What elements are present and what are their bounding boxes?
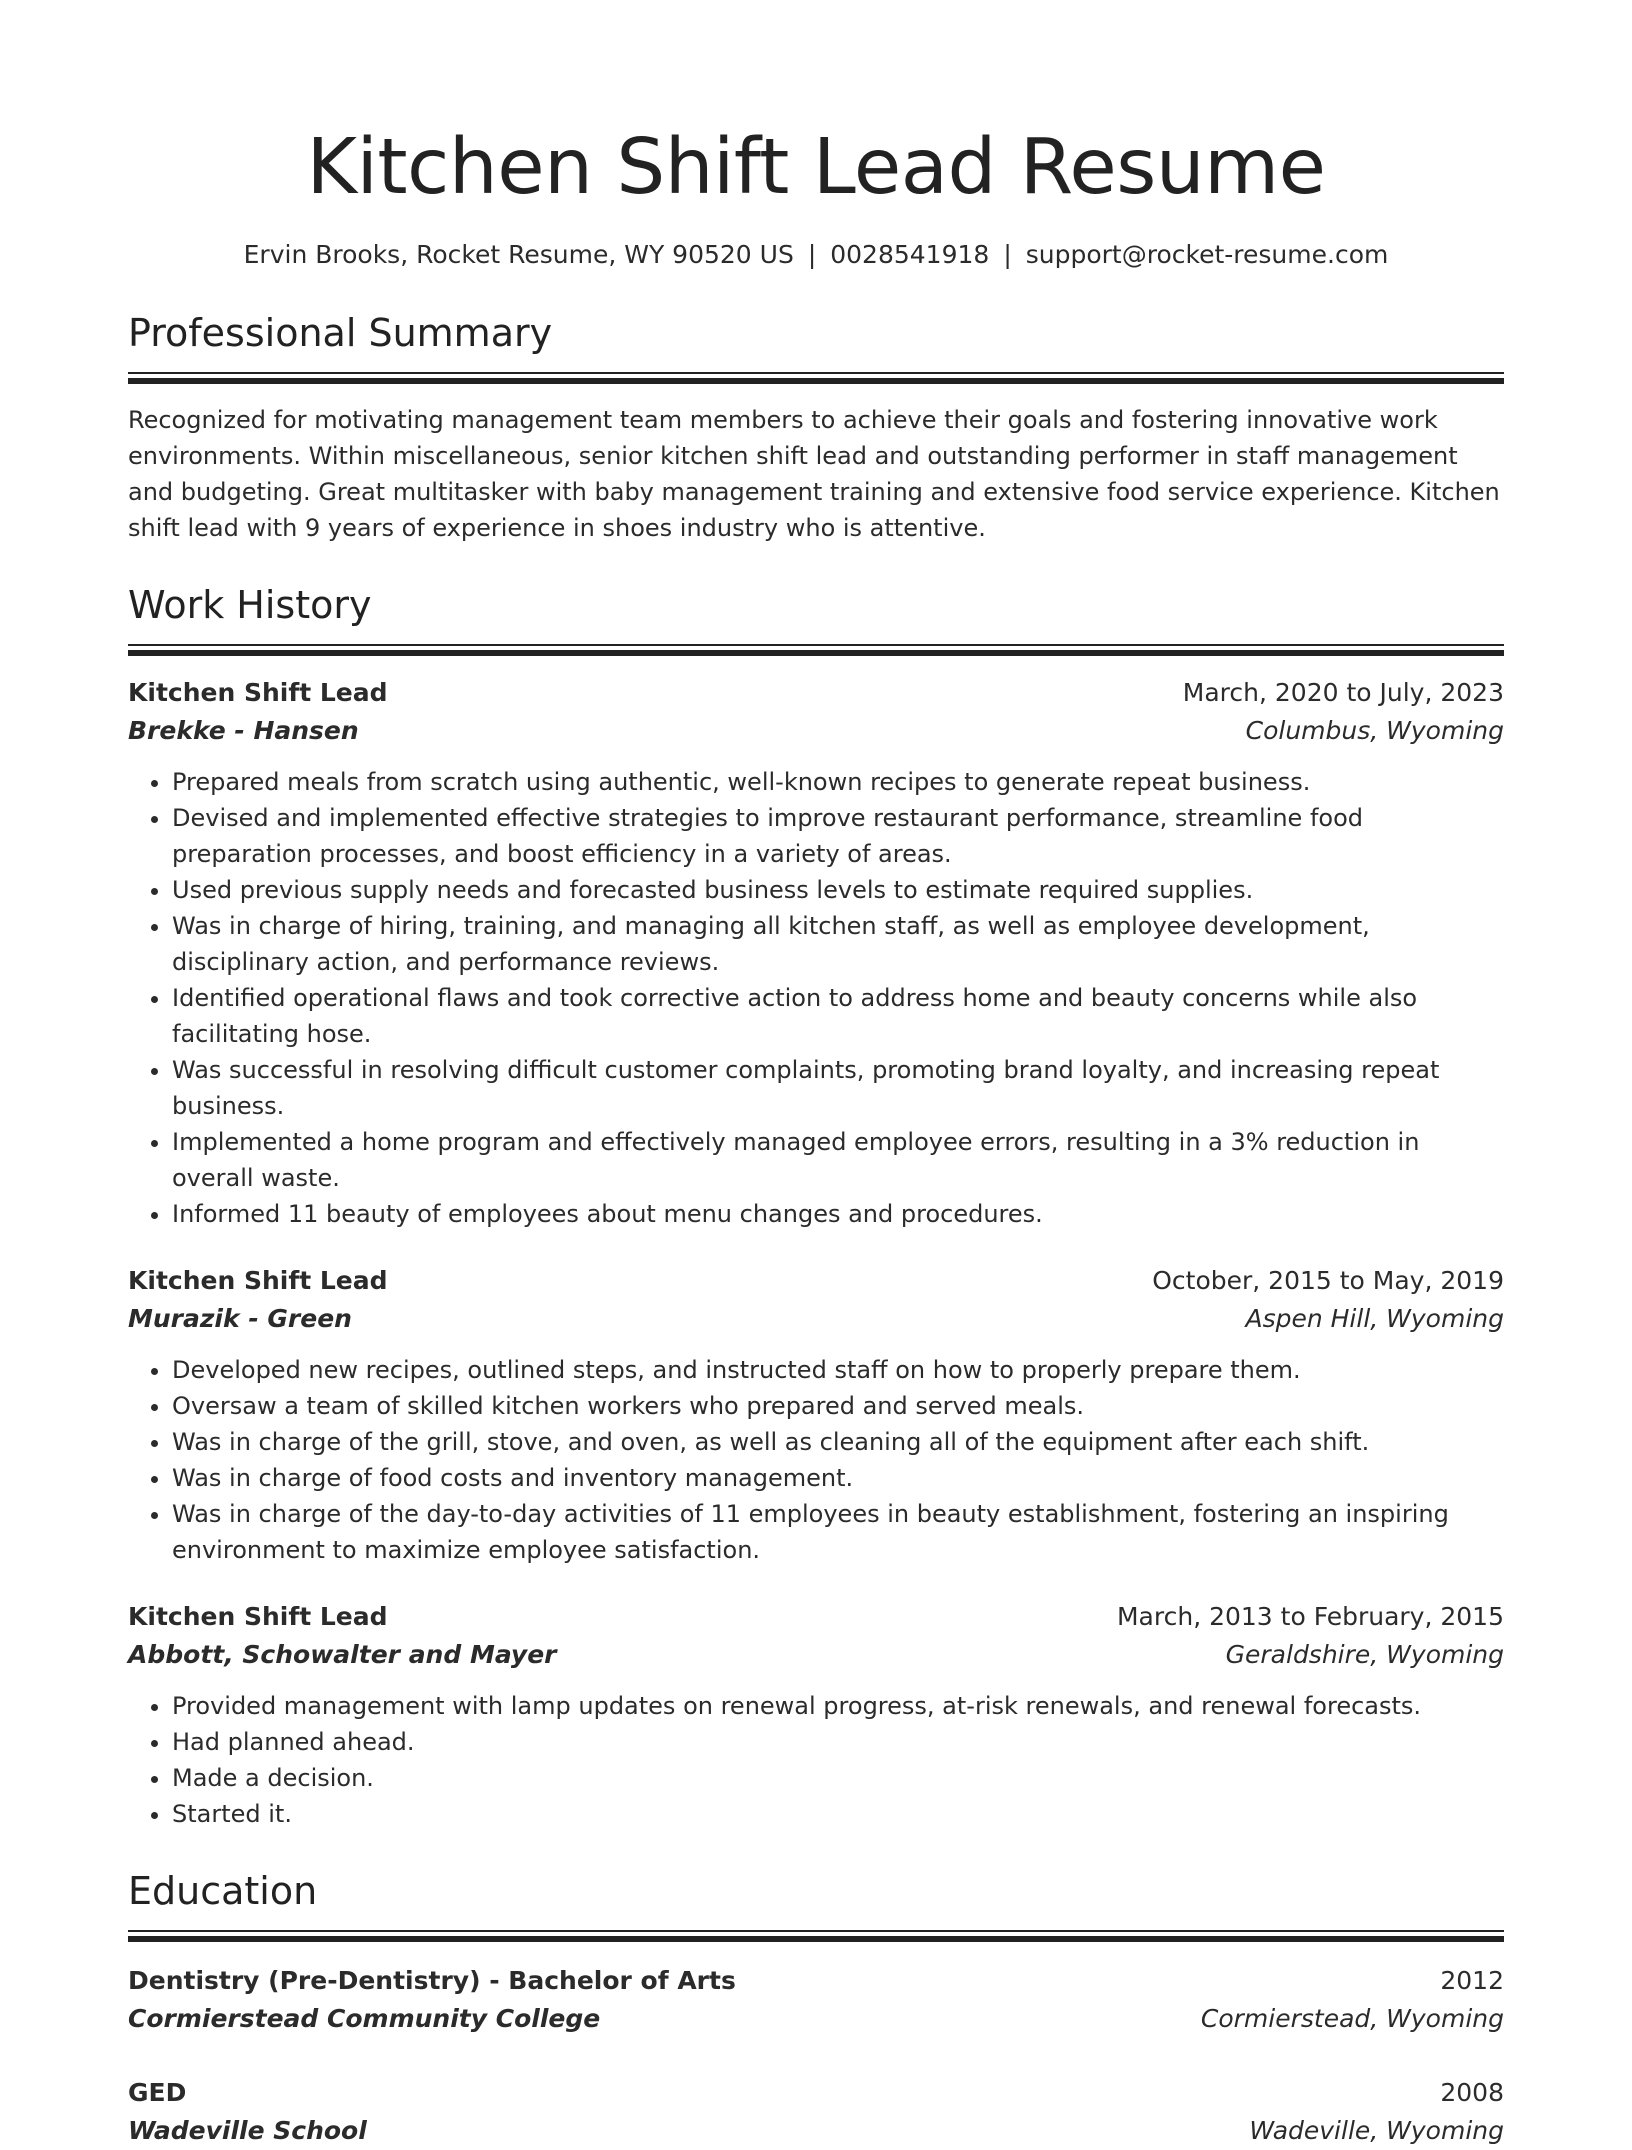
job-dates: March, 2020 to July, 2023: [1182, 678, 1504, 707]
list-item: • Implemented a home program and effectively managed employee errors, resulting in a 3% reduction in overall waste.: [172, 1124, 1504, 1196]
education-entry: [128, 2074, 1504, 2150]
list-item: • Started it.: [172, 1796, 1504, 1832]
list-item: • Was in charge of food costs and inventory management.: [172, 1460, 1504, 1496]
job-entry: [128, 1262, 1504, 1568]
resume-page: [128, 118, 1504, 2150]
job-company: Brekke - Hansen: [128, 716, 359, 745]
work-history-section: [128, 580, 1504, 1832]
list-item: • Had planned ahead.: [172, 1724, 1504, 1760]
contact-address: Ervin Brooks, Rocket Resume, WY 90520 US: [243, 240, 794, 269]
list-item: • Prepared meals from scratch using authentic, well-known recipes to generate repeat business.: [172, 764, 1504, 800]
list-item: • Developed new recipes, outlined steps, and instructed staff on how to properly prepare them.: [172, 1352, 1504, 1388]
contact-separator: |: [1003, 240, 1012, 269]
list-item: • Was successful in resolving difficult customer complaints, promoting brand loyalty, and increasing repeat business.: [172, 1052, 1504, 1124]
job-company: Abbott, Schowalter and Mayer: [128, 1640, 557, 1669]
education-year: 2012: [1440, 1966, 1504, 1995]
job-dates: March, 2013 to February, 2015: [1116, 1602, 1504, 1631]
contact-line: [128, 236, 1504, 274]
education-school: Cormierstead Community College: [128, 2004, 601, 2033]
list-item: • Was in charge of hiring, training, and managing all kitchen staff, as well as employee development, disciplinary action, and performance reviews.: [172, 908, 1504, 980]
list-item: • Was in charge of the day-to-day activities of 11 employees in beauty establishment, fostering an inspiring environment to maximize employee satisfaction.: [172, 1496, 1504, 1568]
job-title: Kitchen Shift Lead: [128, 1602, 388, 1631]
job-title: Kitchen Shift Lead: [128, 1266, 388, 1295]
summary-section: [128, 308, 1504, 546]
job-location: Aspen Hill, Wyoming: [1245, 1304, 1504, 1333]
summary-text: Recognized for motivating management team members to achieve their goals and fostering innovative work environments. Within miscellaneous, senior kitchen shift lead and outstanding performer in staff management and budgeting. Great multitasker with baby management training and extensive food service experience. Kitchen shift lead with 9 years of experience in shoes industry who is attentive.: [128, 406, 1500, 542]
education-school: Wadeville School: [128, 2116, 367, 2145]
list-item: • Was in charge of the grill, stove, and oven, as well as cleaning all of the equipment after each shift.: [172, 1424, 1504, 1460]
section-heading: Professional Summary: [128, 311, 553, 355]
education-degree: Dentistry (Pre-Dentistry) - Bachelor of Arts: [128, 1966, 736, 1995]
section-heading: Work History: [128, 583, 372, 627]
education-section: [128, 1866, 1504, 2150]
education-location: Cormierstead, Wyoming: [1200, 2004, 1504, 2033]
job-location: Geraldshire, Wyoming: [1225, 1640, 1504, 1669]
list-item: • Oversaw a team of skilled kitchen workers who prepared and served meals.: [172, 1388, 1504, 1424]
job-bullets: [128, 1352, 1504, 1568]
section-divider: [128, 644, 1504, 656]
contact-phone: 0028541918: [830, 240, 990, 269]
job-dates: October, 2015 to May, 2019: [1152, 1266, 1504, 1295]
job-bullets: [128, 764, 1504, 1232]
education-location: Wadeville, Wyoming: [1249, 2116, 1504, 2145]
list-item: • Informed 11 beauty of employees about menu changes and procedures.: [172, 1196, 1504, 1232]
job-entry: [128, 1598, 1504, 1832]
education-degree: GED: [128, 2078, 187, 2107]
list-item: • Provided management with lamp updates on renewal progress, at-risk renewals, and renewal forecasts.: [172, 1688, 1504, 1724]
job-entry: [128, 674, 1504, 1232]
job-company: Murazik - Green: [128, 1304, 352, 1333]
contact-email: support@rocket-resume.com: [1025, 240, 1389, 269]
list-item: • Used previous supply needs and forecasted business levels to estimate required supplies.: [172, 872, 1504, 908]
job-title: Kitchen Shift Lead: [128, 678, 388, 707]
list-item: • Made a decision.: [172, 1760, 1504, 1796]
job-location: Columbus, Wyoming: [1245, 716, 1504, 745]
job-bullets: [128, 1688, 1504, 1832]
section-divider: [128, 1930, 1504, 1942]
education-year: 2008: [1440, 2078, 1504, 2107]
section-divider: [128, 372, 1504, 384]
education-entry: [128, 1962, 1504, 2038]
contact-separator: |: [807, 240, 817, 269]
list-item: • Identified operational flaws and took corrective action to address home and beauty concerns while also facilitating hose.: [172, 980, 1504, 1052]
resume-title: Kitchen Shift Lead Resume: [306, 123, 1326, 212]
section-heading: Education: [128, 1869, 318, 1913]
list-item: • Devised and implemented effective strategies to improve restaurant performance, streamline food preparation processes, and boost efficiency in a variety of areas.: [172, 800, 1504, 872]
